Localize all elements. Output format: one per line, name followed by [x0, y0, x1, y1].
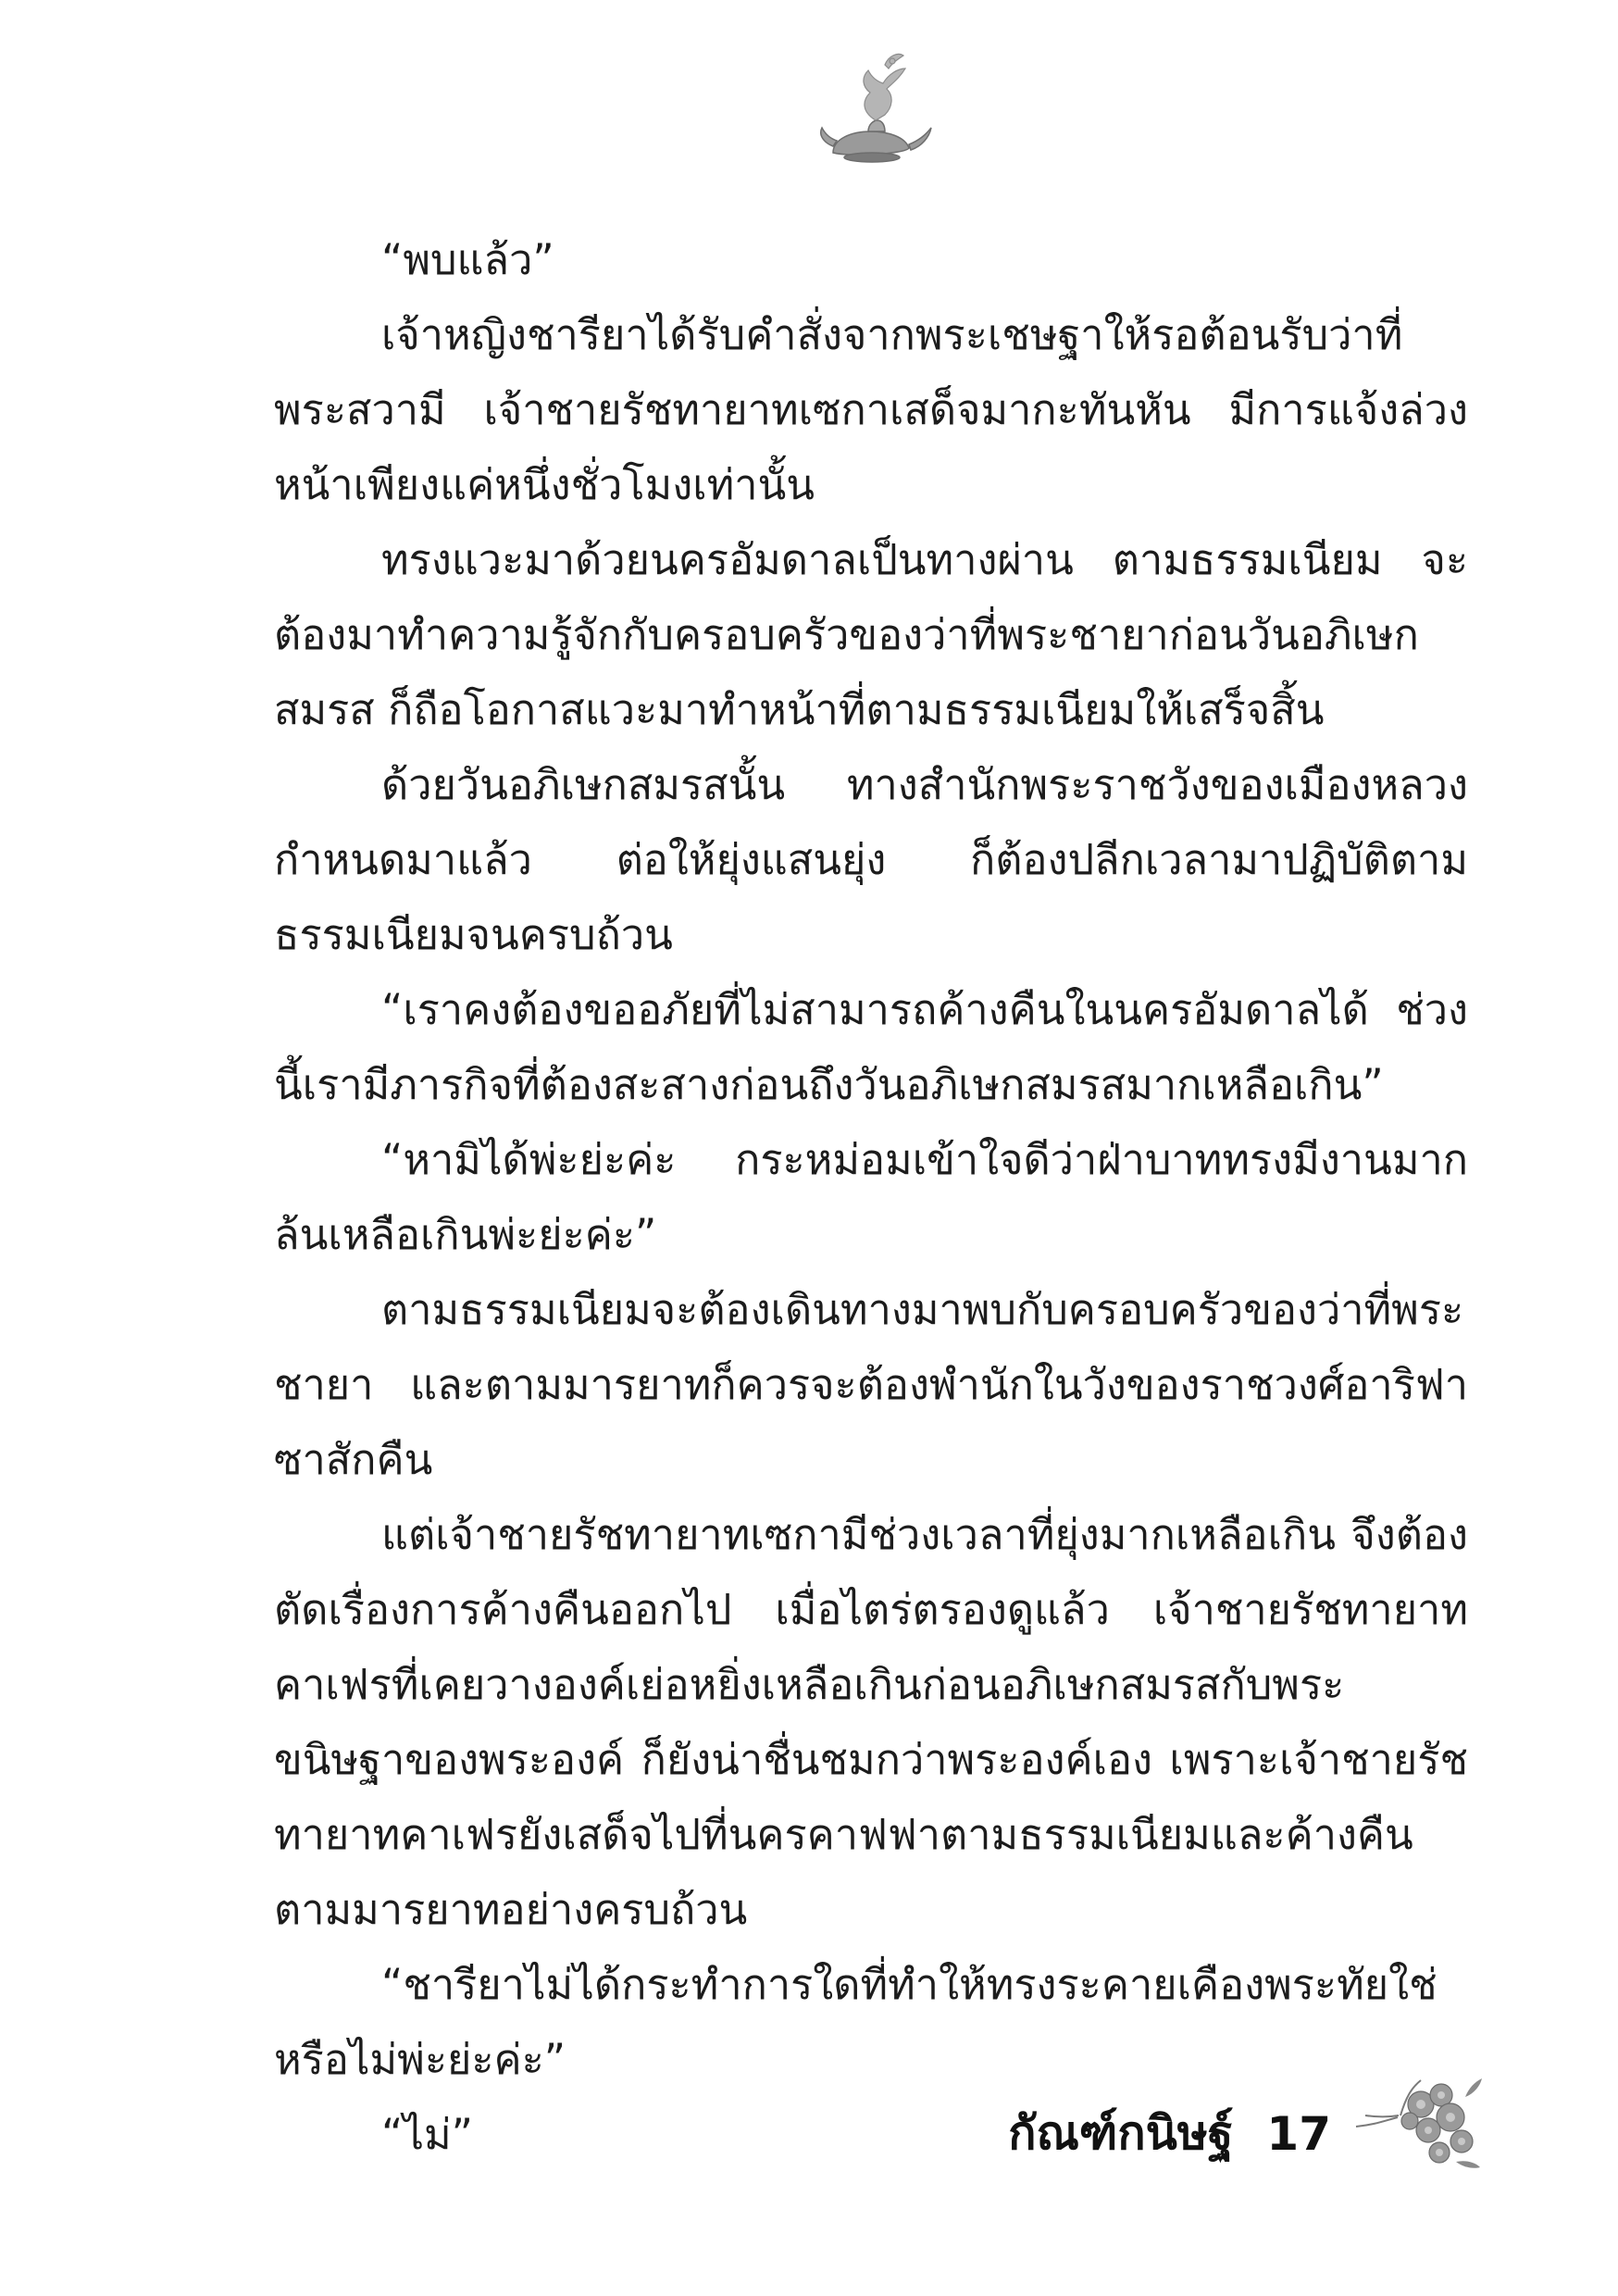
- paragraph: เจ้าหญิงชารียาได้รับคำสั่งจากพระเชษฐาให้รอต้อนรับว่าที่พระสวามี เจ้าชายรัชทายาทเซกาเสด็จมากะทันหัน มีการแจ้งล่วงหน้าเพียงแค่หนึ่งชั่วโมงเท่านั้น: [274, 310, 1468, 509]
- paragraph: “ชารียาไม่ได้กระทำการใดที่ทำให้ทรงระคายเคืองพระทัยใช่หรือไม่พ่ะย่ะค่ะ”: [274, 1960, 1438, 2084]
- paragraph: ทรงแวะมาด้วยนครอัมดาลเป็นทางผ่าน ตามธรรมเนียม จะต้องมาทำความรู้จักกับครอบครัวของว่าที่พระชายาก่อนวันอภิเษกสมรส ก็ถือโอกาสแวะมาทำหน้าที่ตามธรรมเนียมให้เสร็จสิ้น: [274, 535, 1468, 734]
- book-title: กัณฑ์กนิษฐ์: [1008, 2106, 1234, 2160]
- paragraph: “ไม่”: [381, 2110, 473, 2159]
- paragraph: “เราคงต้องขออภัยที่ไม่สามารถค้างคืนในนครอัมดาลได้ ช่วงนี้เรามีภารกิจที่ต้องสะสางก่อนถึงวันอภิเษกสมรสมากเหลือเกิน”: [274, 985, 1468, 1109]
- paragraph: “หามิได้พ่ะย่ะค่ะ กระหม่อมเข้าใจดีว่าฝ่าบาททรงมีงานมากล้นเหลือเกินพ่ะย่ะค่ะ”: [274, 1135, 1468, 1259]
- flower-bouquet-icon: [1347, 2060, 1486, 2176]
- paragraph: ตามธรรมเนียมจะต้องเดินทางมาพบกับครอบครัวของว่าที่พระชายา และตามมารยาทก็ควรจะต้องพำนักในวังของราชวงศ์อาริฟาซาสักคืน: [274, 1285, 1468, 1484]
- genie-lamp-icon: [796, 46, 935, 167]
- paragraph: ด้วยวันอภิเษกสมรสนั้น ทางสำนักพระราชวังของเมืองหลวงกำหนดมาแล้ว ต่อให้ยุ่งแสนยุ่ง ก็ต้องปลีกเวลามาปฏิบัติตามธรรมเนียมจนครบถ้วน: [274, 760, 1468, 959]
- paragraph: แต่เจ้าชายรัชทายาทเซกามีช่วงเวลาที่ยุ่งมากเหลือเกิน จึงต้องตัดเรื่องการค้างคืนออกไป เมื่อไตร่ตรองดูแล้ว เจ้าชายรัชทายาทคาเฟรที่เคยวางองค์เย่อหยิ่งเหลือเกินก่อนอภิเษกสมรสกับพระขนิษฐาของพระองค์ ก็ยังน่าชื่นชมกว่าพระองค์เอง เพราะเจ้าชายรัชทายาทคาเฟรยังเสด็จไปที่นครคาฟฟาตามธรรมเนียมและค้างคืนตามมารยาทอย่างครบถ้วน: [274, 1510, 1468, 1934]
- paragraph: “พบแล้ว”: [381, 235, 554, 284]
- chapter-body: [274, 222, 1468, 2172]
- page-footer: [1008, 2097, 1331, 2170]
- page-number: 17: [1266, 2106, 1331, 2161]
